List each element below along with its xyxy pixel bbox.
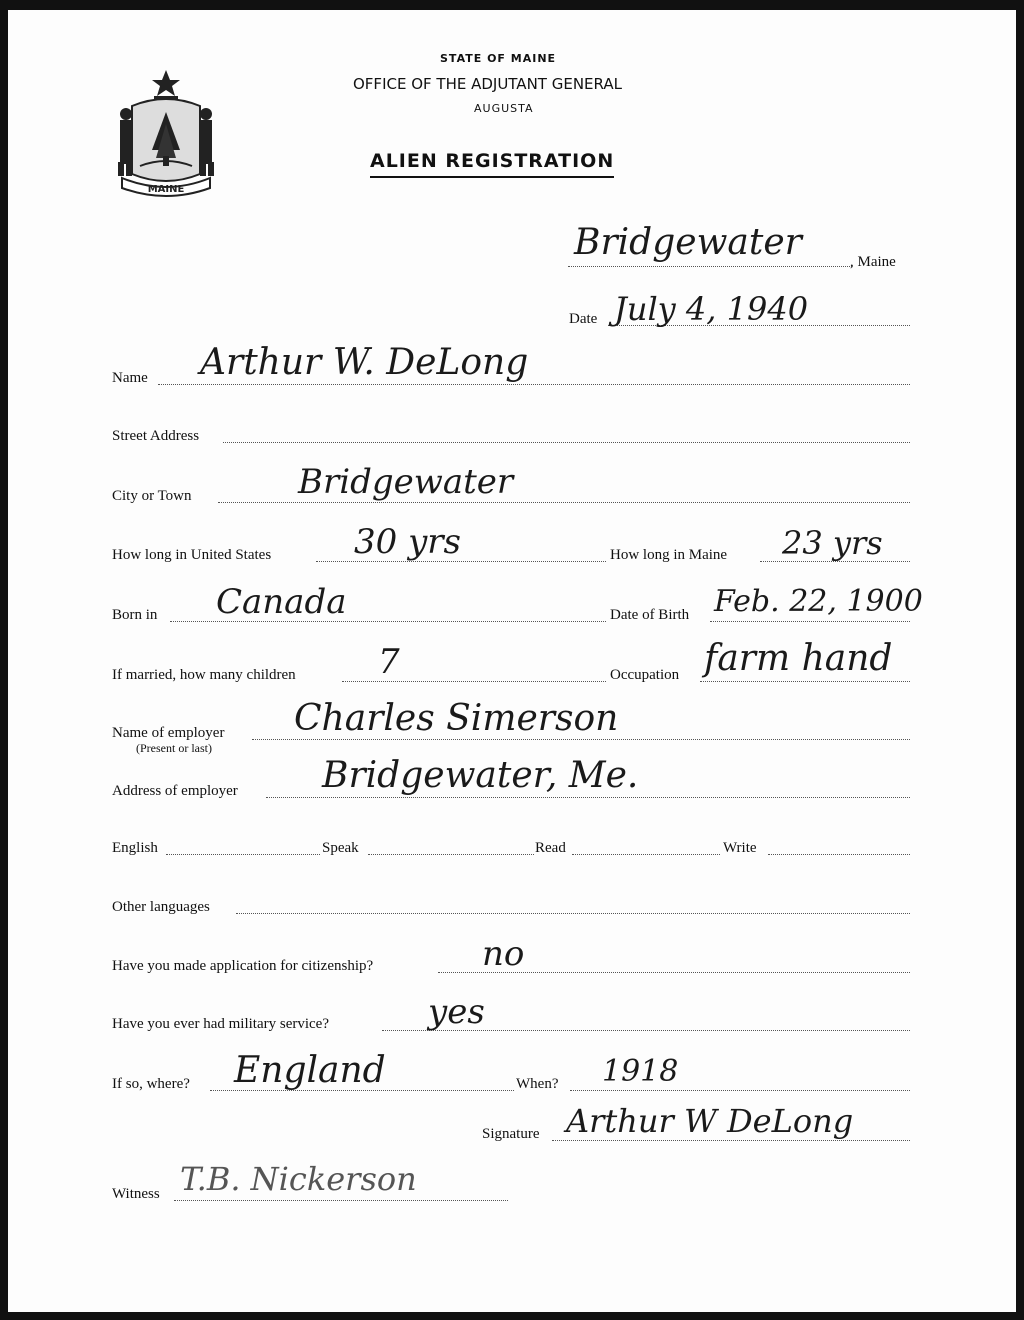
speak-label: Speak [322,840,359,856]
name-value: Arthur W. DeLong [200,342,529,383]
witness-label: Witness [112,1186,160,1202]
city-value: Bridgewater [298,462,514,502]
seal-lettering: MAINE [147,184,185,195]
how-long-us-label: How long in United States [112,547,272,563]
read-line [572,854,720,855]
employer-sub-label: (Present or last) [136,741,212,755]
witness-value: T.B. Nickerson [180,1160,417,1198]
other-languages-line [236,913,910,914]
name-line [158,384,910,385]
born-in-value: Canada [216,582,347,622]
occupation-value: farm hand [704,638,893,679]
city-label: City or Town [112,488,192,504]
citizenship-value: no [482,934,525,974]
how-long-maine-label: How long in Maine [610,547,728,563]
citizenship-label: Have you made application for citizenship? [112,958,374,974]
write-label: Write [723,840,757,856]
name-label: Name [112,370,148,386]
city-heading: AUGUSTA [474,102,534,115]
read-label: Read [535,840,566,856]
when-value: 1918 [602,1054,679,1089]
occupation-line [700,681,910,682]
date-of-birth-line [710,621,910,622]
date-label: Date [569,311,598,327]
town-line [568,266,852,267]
date-value: July 4, 1940 [614,290,809,328]
town-value: Bridgewater [574,222,802,263]
employer-value: Charles Simerson [294,698,619,739]
date-of-birth-label: Date of Birth [610,607,690,623]
employer-line [252,739,910,740]
children-value: 7 [378,642,400,682]
employer-label: Name of employer [112,725,225,741]
state-heading: STATE OF MAINE [440,52,557,65]
where-label: If so, where? [112,1076,190,1092]
other-languages-label: Other languages [112,899,210,915]
born-in-label: Born in [112,607,158,623]
form-title: ALIEN REGISTRATION [370,150,614,178]
how-long-maine-value: 23 yrs [782,524,883,562]
where-value: England [234,1050,386,1091]
signature-value: Arthur W DeLong [566,1102,854,1140]
state-seal-icon [112,62,220,200]
street-address-label: Street Address [112,428,200,444]
employer-address-line [266,797,910,798]
english-label: English [112,840,158,856]
city-line [218,502,910,503]
military-service-label: Have you ever had military service? [112,1016,329,1032]
occupation-label: Occupation [610,667,680,683]
date-of-birth-value: Feb. 22, 1900 [714,584,923,619]
registration-form-page [8,10,1016,1312]
how-long-us-value: 30 yrs [354,522,461,562]
office-heading: OFFICE OF THE ADJUTANT GENERAL [353,75,622,93]
when-label: When? [516,1076,559,1092]
town-suffix-label: , Maine [850,254,896,270]
english-line [166,854,320,855]
when-line [570,1090,910,1091]
signature-line [552,1140,910,1141]
street-address-line [223,442,910,443]
signature-label: Signature [482,1126,540,1142]
employer-address-label: Address of employer [112,783,238,799]
speak-line [368,854,534,855]
write-line [768,854,910,855]
witness-line [174,1200,508,1201]
military-service-value: yes [428,992,485,1032]
children-label: If married, how many children [112,667,296,683]
employer-address-value: Bridgewater, Me. [322,755,639,796]
